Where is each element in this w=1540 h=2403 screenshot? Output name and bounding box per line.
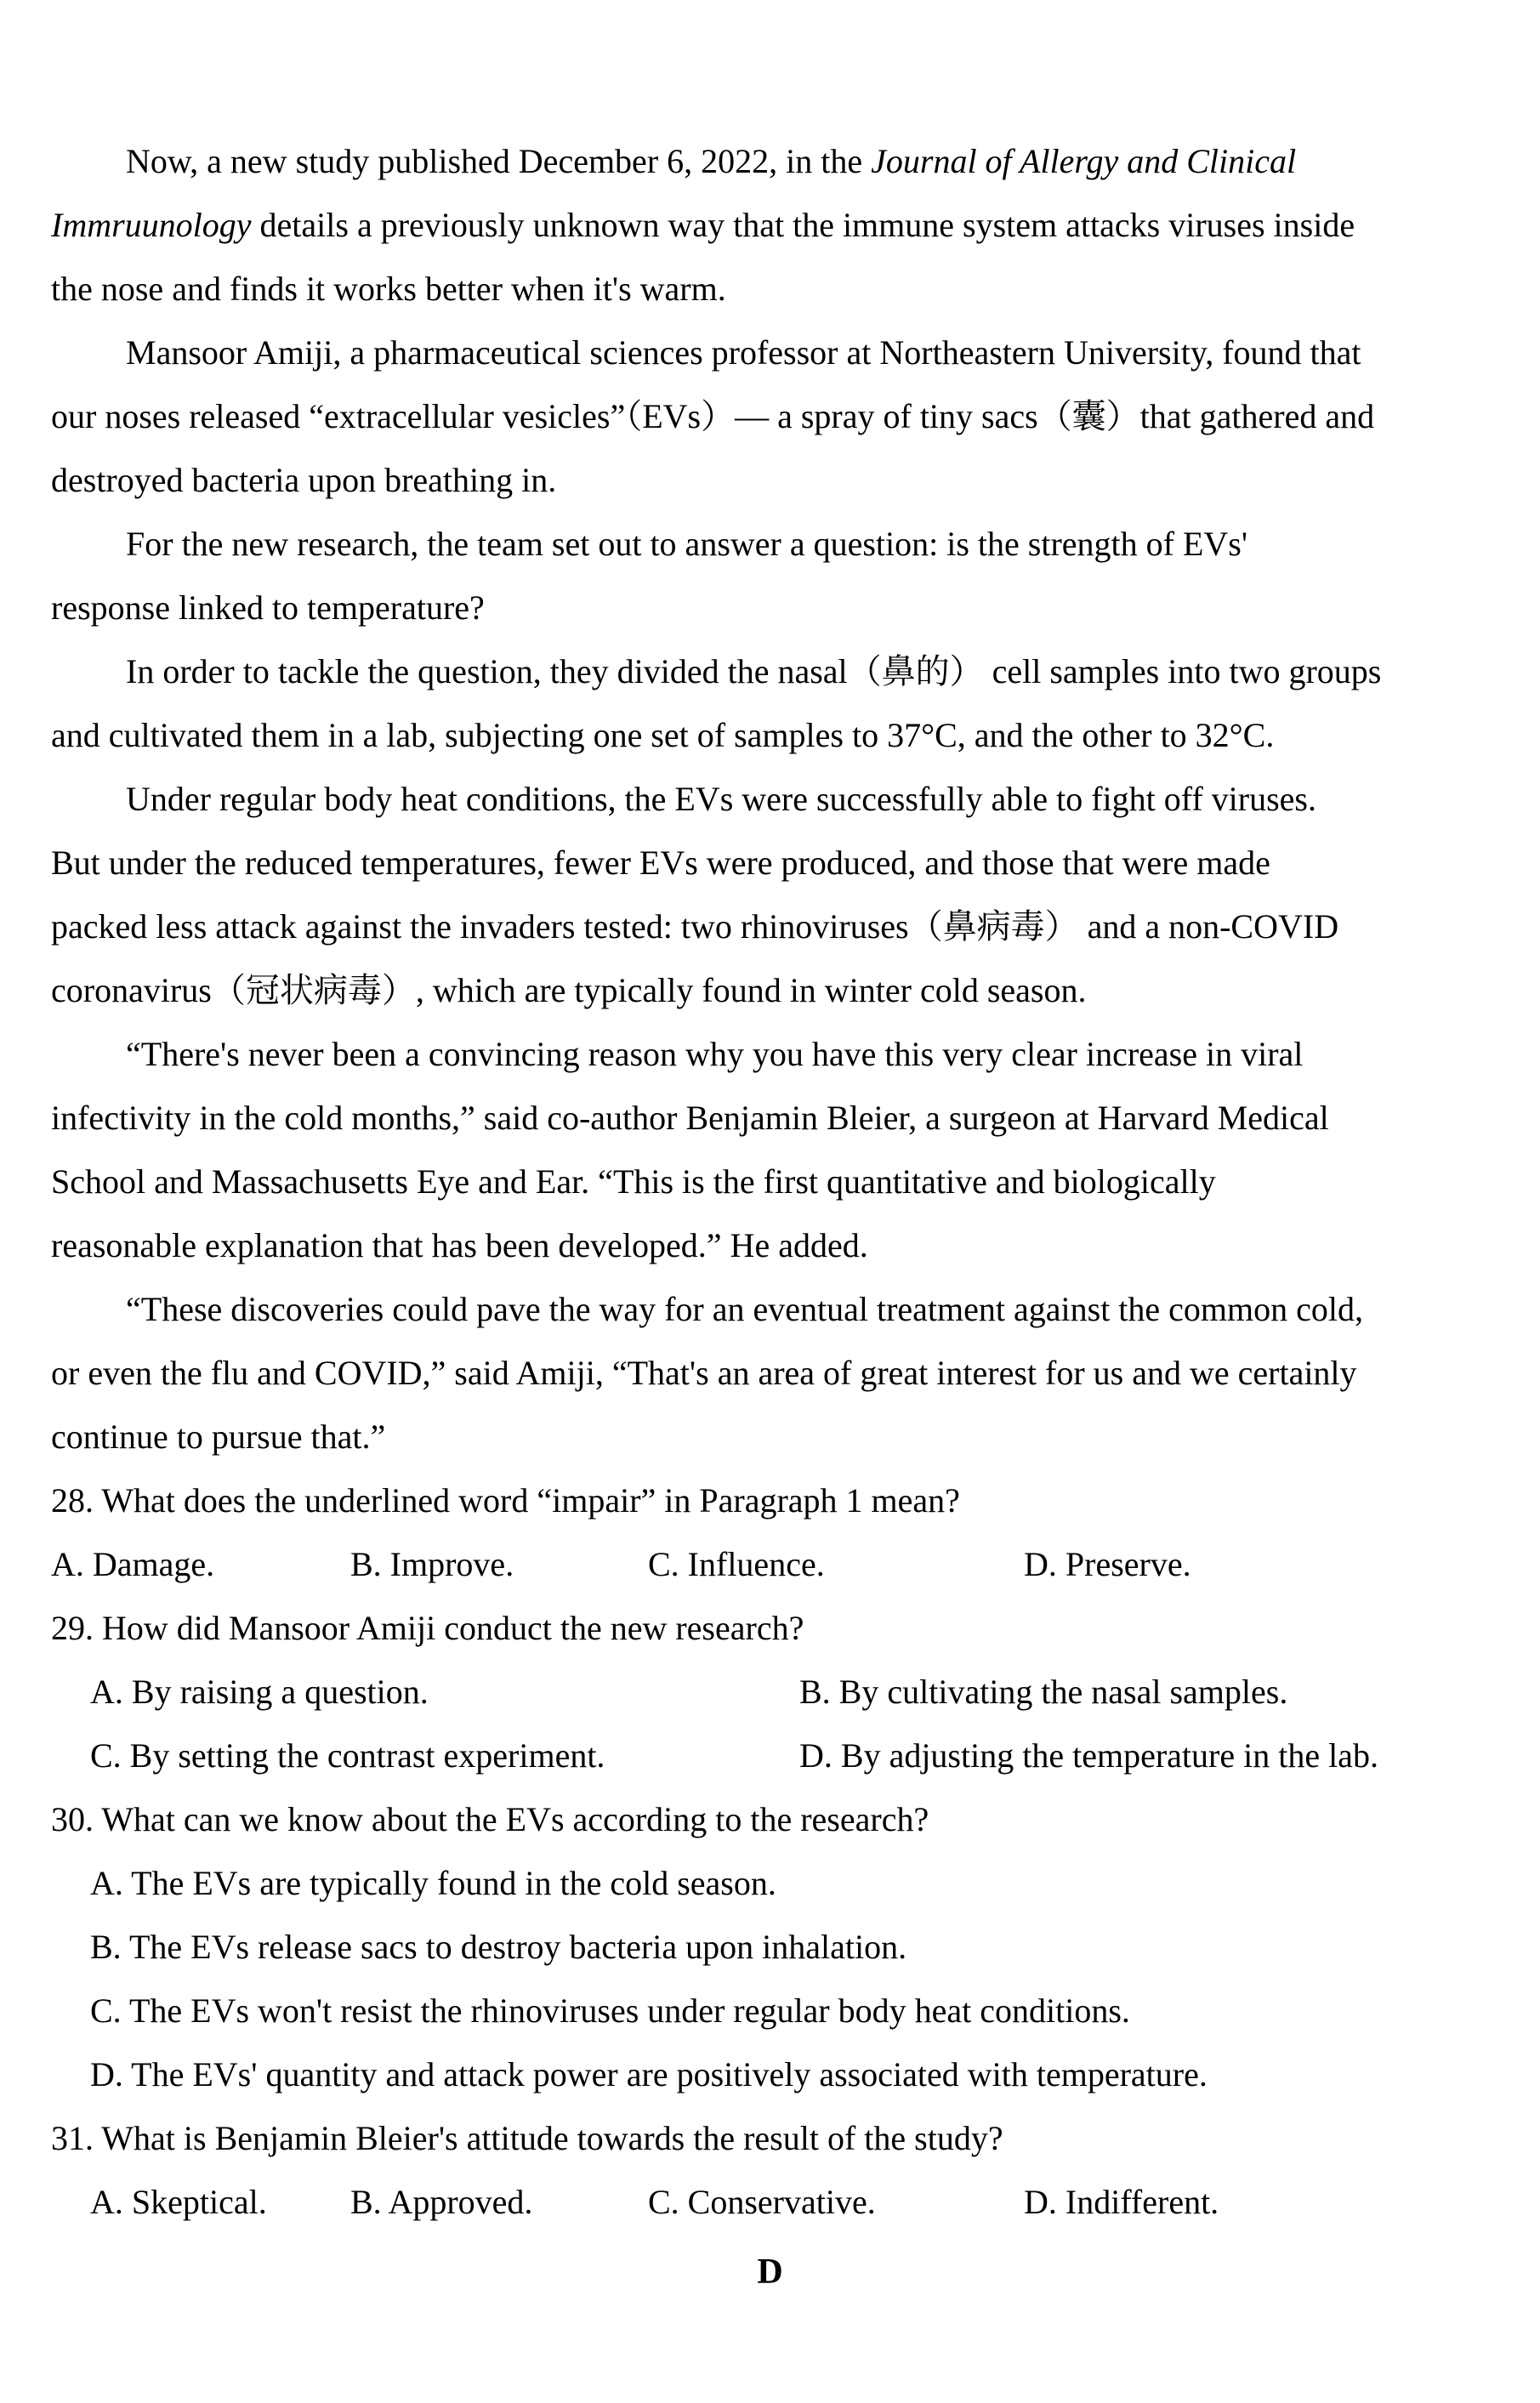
paragraph-2-line-2: our noses released “extracellular vesicles”（EVs）— a spray of tiny sacs（囊）that gathered and	[51, 397, 1375, 435]
paragraph-3-line-2: response linked to temperature?	[51, 588, 485, 627]
question-30-option-c: C. The EVs won't resist the rhinoviruses under regular body heat conditions.	[90, 1991, 1130, 2030]
journal-name-italic: Immruunology	[51, 206, 252, 244]
paragraph-5-line-4: coronavirus（冠状病毒）, which are typically found in winter cold season.	[51, 971, 1087, 1009]
question-29-option-a: A. By raising a question.	[90, 1673, 429, 1711]
paragraph-7-line-2: or even the flu and COVID,” said Amiji, “That's an area of great interest for us and we certainly	[51, 1354, 1357, 1392]
question-30-option-d: D. The EVs' quantity and attack power are positively associated with temperature.	[90, 2055, 1208, 2093]
paragraph-3-line-1: For the new research, the team set out to answer a question: is the strength of EVs'	[126, 525, 1248, 563]
paragraph-6-line-1: “There's never been a convincing reason why you have this very clear increase in viral	[126, 1035, 1304, 1073]
paragraph-5-line-3: packed less attack against the invaders tested: two rhinoviruses（鼻病毒） and a non-COVID	[51, 907, 1339, 946]
paragraph-4-line-2: and cultivated them in a lab, subjecting one set of samples to 37°C, and the other to 32°C.	[51, 716, 1275, 754]
paragraph-7-line-1: “These discoveries could pave the way for an eventual treatment against the common cold,	[126, 1290, 1364, 1328]
question-28-option-c: C. Influence.	[648, 1545, 825, 1583]
paragraph-4-line-1: In order to tackle the question, they divided the nasal（鼻的） cell samples into two groups	[126, 652, 1382, 690]
question-30-option-a: A. The EVs are typically found in the cold season.	[90, 1864, 776, 1902]
question-28-option-b: B. Improve.	[350, 1545, 514, 1583]
paragraph-6-line-2: infectivity in the cold months,” said co-author Benjamin Bleier, a surgeon at Harvard Medical	[51, 1099, 1329, 1137]
text-run: Now, a new study published December 6, 2022, in the	[126, 142, 872, 180]
paragraph-7-line-3: continue to pursue that.”	[51, 1417, 386, 1456]
question-31-stem: 31. What is Benjamin Bleier's attitude towards the result of the study?	[51, 2119, 1003, 2157]
paragraph-5-line-2: But under the reduced temperatures, fewer EVs were produced, and those that were made	[51, 844, 1270, 882]
question-29-option-b: B. By cultivating the nasal samples.	[799, 1673, 1288, 1711]
paragraph-5-line-1: Under regular body heat conditions, the EVs were successfully able to fight off viruses.	[126, 780, 1316, 818]
question-31-option-a: A. Skeptical.	[90, 2183, 267, 2221]
question-28-option-a: A. Damage.	[51, 1545, 215, 1583]
question-31-option-c: C. Conservative.	[648, 2183, 876, 2221]
paragraph-1-line-3: the nose and finds it works better when it's warm.	[51, 270, 726, 308]
question-28-option-d: D. Preserve.	[1024, 1545, 1191, 1583]
text-run: details a previously unknown way that the immune system attacks viruses inside	[251, 206, 1355, 244]
paragraph-1-line-1	[126, 141, 1540, 182]
question-30-stem: 30. What can we know about the EVs according to the research?	[51, 1800, 929, 1838]
paragraph-6-line-3: School and Massachusetts Eye and Ear. “This is the first quantitative and biologically	[51, 1162, 1216, 1201]
journal-name-italic: Journal of Allergy and Clinical	[871, 142, 1297, 180]
question-29-option-d: D. By adjusting the temperature in the lab.	[799, 1736, 1378, 1775]
paragraph-2-line-3: destroyed bacteria upon breathing in.	[51, 461, 557, 499]
question-31-option-b: B. Approved.	[350, 2183, 533, 2221]
question-31-option-d: D. Indifferent.	[1024, 2183, 1219, 2221]
question-29-stem: 29. How did Mansoor Amiji conduct the new research?	[51, 1609, 804, 1647]
question-29-option-c: C. By setting the contrast experiment.	[90, 1736, 605, 1775]
section-heading: D	[757, 2252, 783, 2292]
question-28-stem: 28. What does the underlined word “impair” in Paragraph 1 mean?	[51, 1481, 960, 1520]
paragraph-6-line-4: reasonable explanation that has been developed.” He added.	[51, 1226, 868, 1264]
paragraph-1-line-2	[51, 205, 1497, 246]
question-30-option-b: B. The EVs release sacs to destroy bacteria upon inhalation.	[90, 1928, 907, 1966]
paragraph-2-line-1: Mansoor Amiji, a pharmaceutical sciences professor at Northeastern University, found that	[126, 333, 1361, 372]
